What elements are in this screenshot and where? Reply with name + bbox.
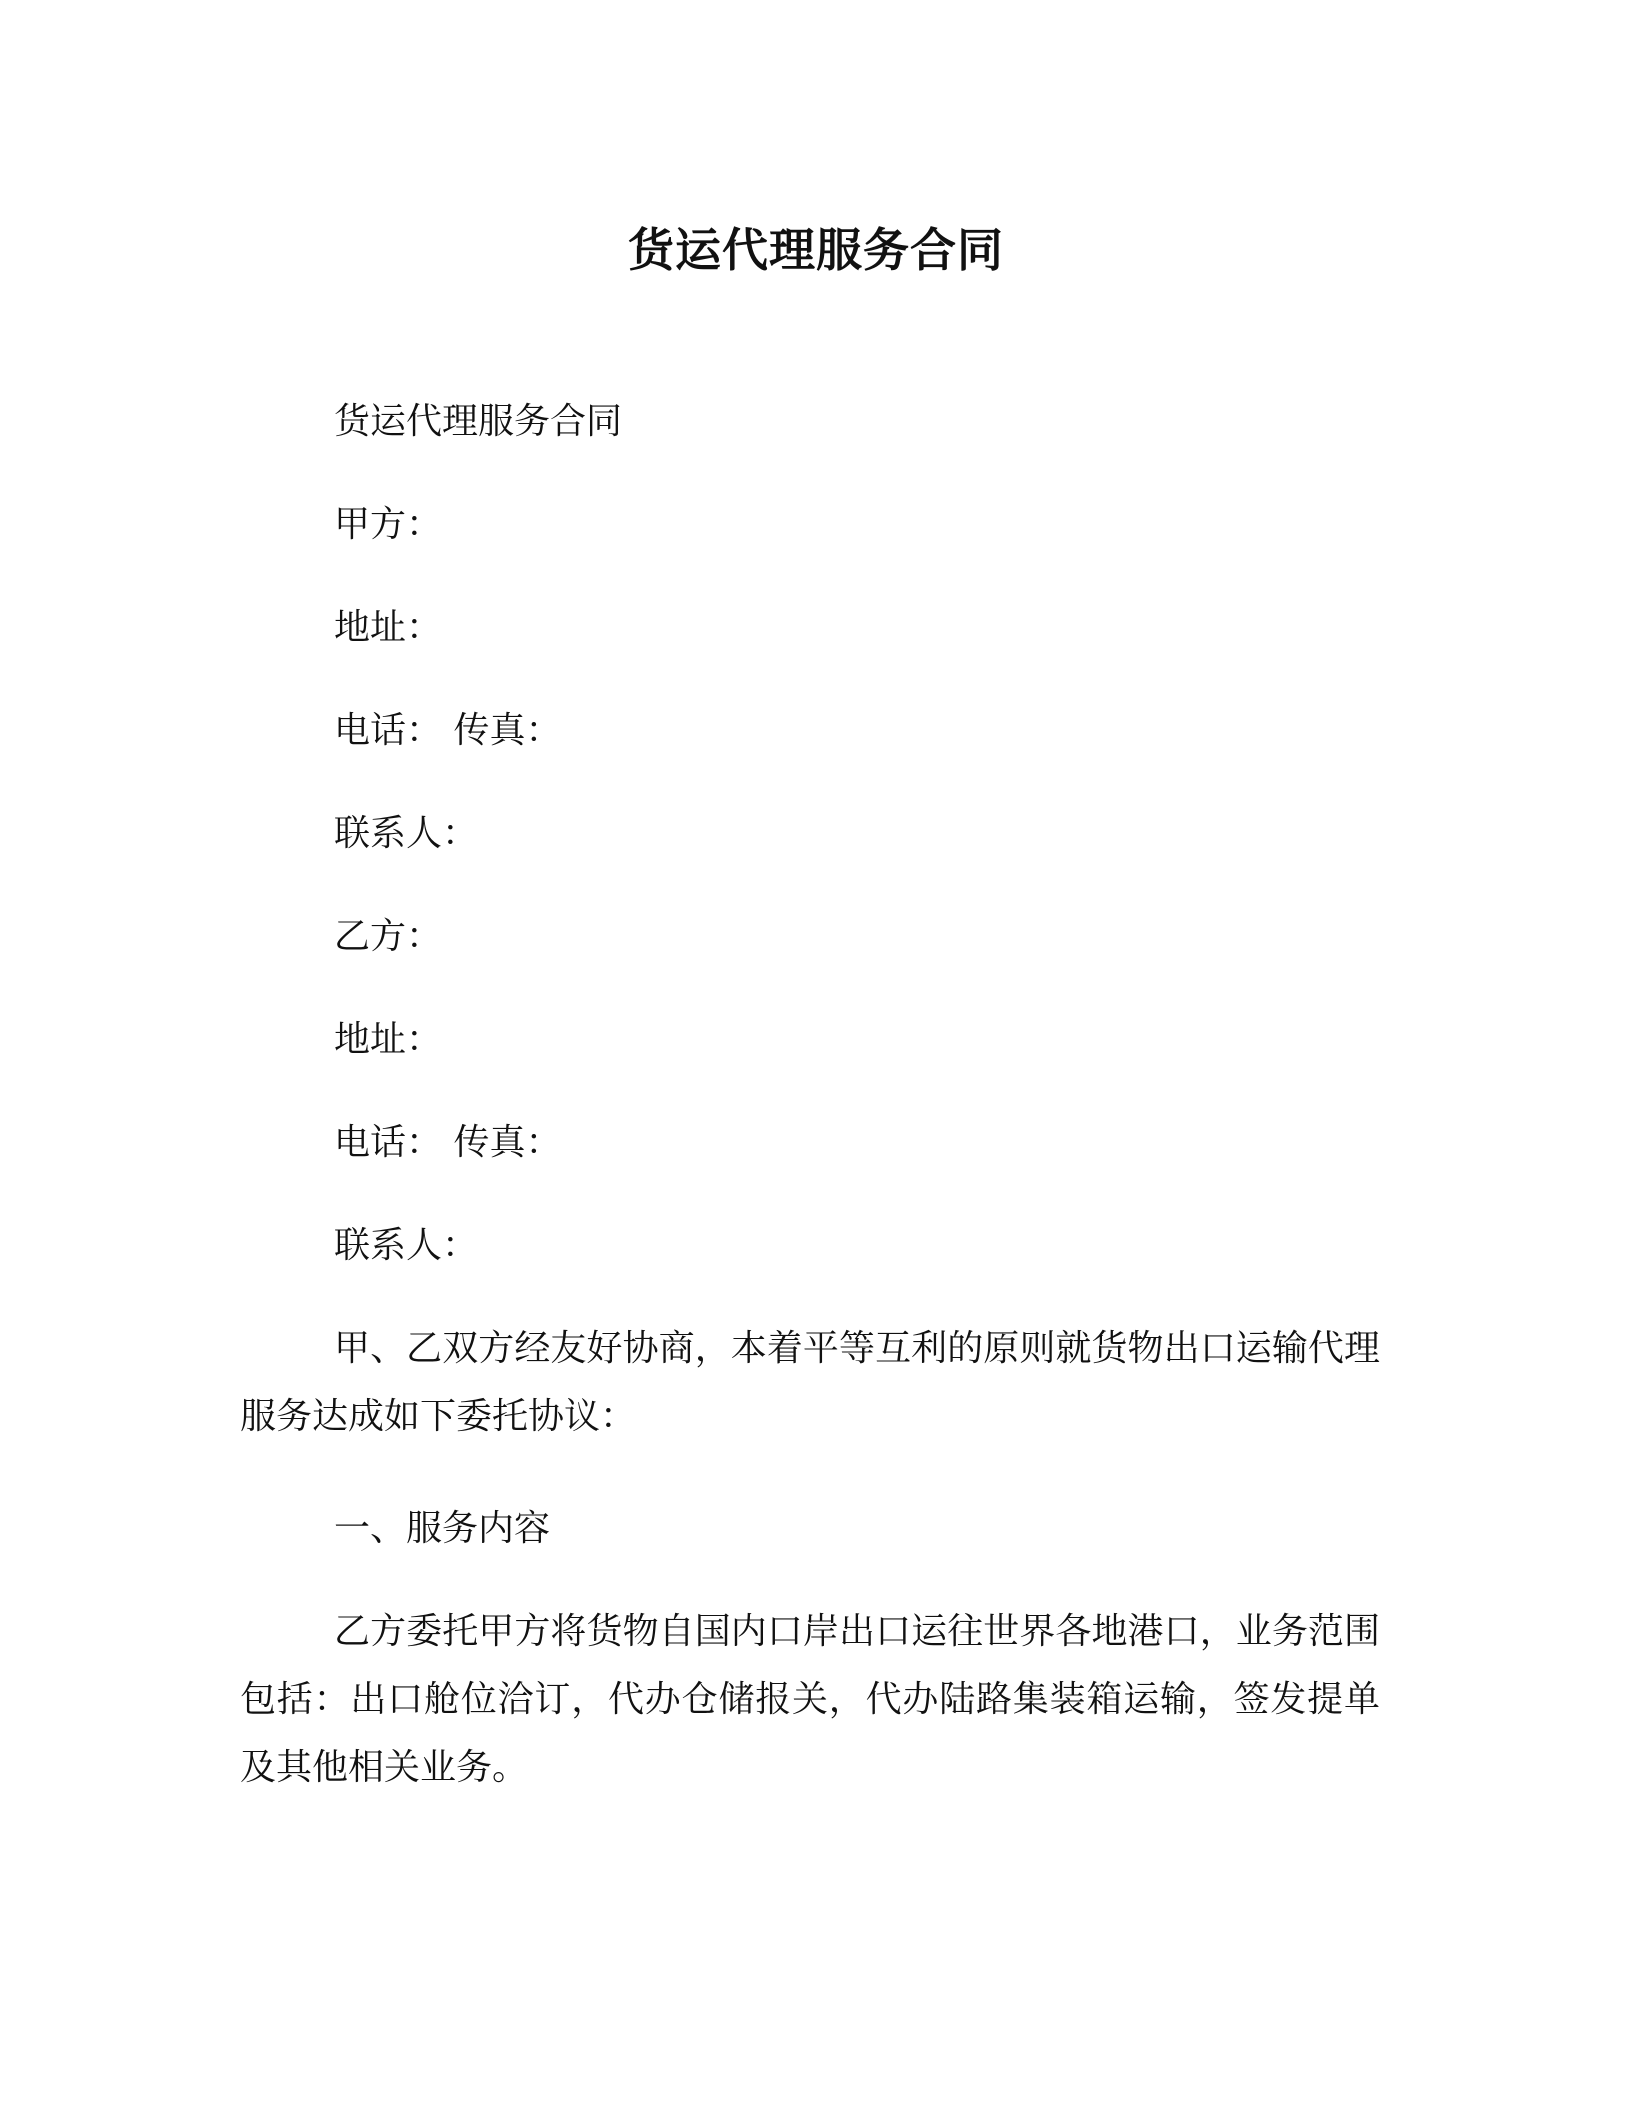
contract-subtitle: 货运代理服务合同 <box>334 401 623 442</box>
document-title: 货运代理服务合同 <box>628 223 1004 277</box>
party-b-label: 乙方： <box>334 916 443 957</box>
party-b-contact-label: 联系人： <box>334 1225 479 1266</box>
party-a-phone-fax-label: 电话： 传真： <box>334 710 562 751</box>
party-a-address-label: 地址： <box>334 607 443 648</box>
section-1-heading: 一、服务内容 <box>334 1508 551 1549</box>
party-b-address-label: 地址： <box>334 1019 443 1060</box>
party-a-label: 甲方： <box>334 504 443 545</box>
section-1-body: 乙方委托甲方将货物自国内口岸出口运往世界各地港口，业务范围包括：出口舱位洽订，代办仓储报关，代办陆路集装箱运输，签发提单及其他相关业务。 <box>240 1611 1380 1788</box>
preamble-paragraph: 甲、乙双方经友好协商，本着平等互利的原则就货物出口运输代理服务达成如下委托协议： <box>240 1328 1380 1437</box>
party-a-contact-label: 联系人： <box>334 813 479 854</box>
party-b-phone-fax-label: 电话： 传真： <box>334 1122 562 1163</box>
